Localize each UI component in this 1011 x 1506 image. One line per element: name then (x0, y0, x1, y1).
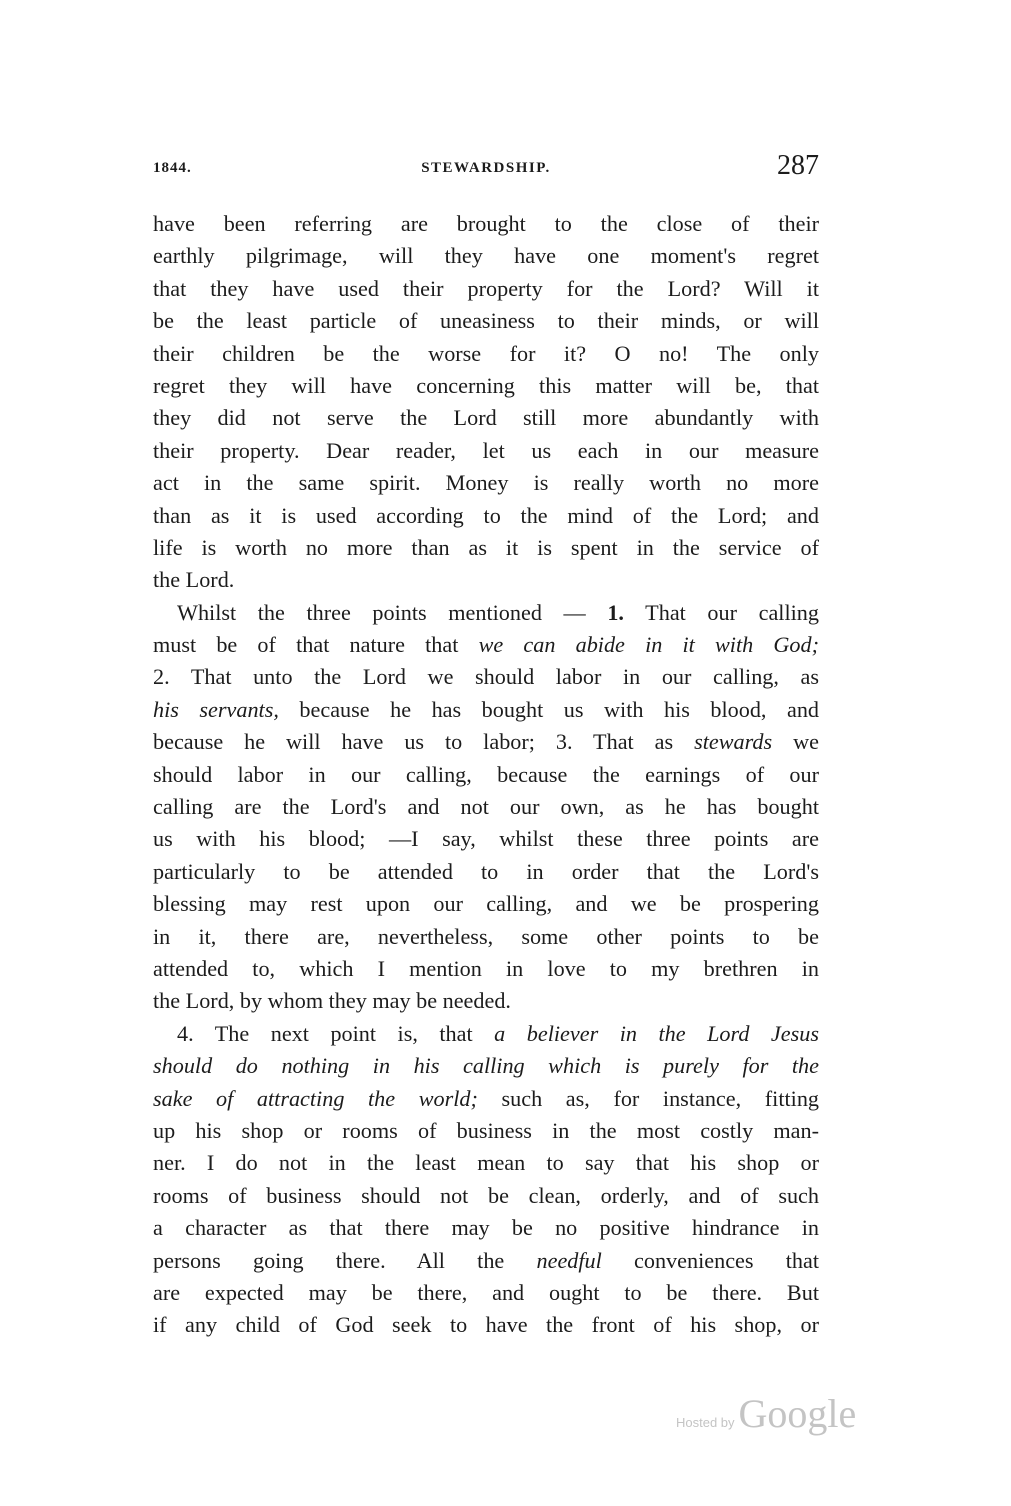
text-line: that they have used their property for the Lord? Will it (153, 275, 819, 301)
text-run: must be of that nature that (153, 632, 479, 658)
text-line: should labor in our calling, because the earnings of our (153, 761, 819, 787)
text-line: are expected may be there, and ought to be there. But (153, 1279, 819, 1305)
hosted-by-google-watermark (676, 1390, 856, 1440)
text-run: Whilst the three points mentioned — (177, 599, 608, 625)
italic-run: a believer in the Lord Jesus (494, 1020, 819, 1046)
text-line (153, 597, 819, 629)
page-number: 287 (777, 150, 819, 181)
text-run: 4. The next point is, that (177, 1020, 495, 1046)
text-run: That our calling (623, 599, 819, 625)
text-run: such as, for instance, fitting (477, 1085, 820, 1111)
text-line: attended to, which I mention in love to my brethren in (153, 955, 819, 981)
header-title: STEWARDSHIP. (421, 160, 551, 176)
text-line: a character as that there may be no positive hindrance in (153, 1215, 819, 1241)
text-line: particularly to be attended to in order that the Lord's (153, 858, 819, 884)
text-line: 2. That unto the Lord we should labor in our calling, as (153, 664, 819, 690)
text-line: they did not serve the Lord still more abundantly with (153, 405, 819, 431)
running-head (153, 150, 819, 184)
text-line: earthly pilgrimage, will they have one moment's regret (153, 243, 819, 269)
header-year: 1844. (153, 160, 192, 176)
watermark-hosted-label: Hosted by (676, 1415, 735, 1430)
text-line: be the least particle of uneasiness to their minds, or will (153, 308, 819, 334)
text-run: persons going there. All the (153, 1247, 537, 1273)
italic-run: sake of attracting the world; (153, 1085, 478, 1111)
text-line: than as it is used according to the mind of the Lord; and (153, 502, 819, 528)
text-line: the Lord, by whom they may be needed. (153, 988, 511, 1014)
text-run: conveniences that (601, 1247, 820, 1273)
text-line (153, 1083, 819, 1115)
text-line (153, 694, 819, 726)
text-run: we (772, 729, 819, 755)
text-line (153, 1245, 819, 1277)
body-text (153, 208, 819, 1342)
text-line: the Lord. (153, 567, 235, 593)
text-line: rooms of business should not be clean, orderly, and of such (153, 1182, 819, 1208)
text-line: their property. Dear reader, let us each in our measure (153, 437, 819, 463)
text-line: life is worth no more than as it is spent in the service of (153, 534, 819, 560)
text-line: us with his blood; —I say, whilst these three points are (153, 826, 819, 852)
text-line: have been referring are brought to the close of their (153, 211, 819, 236)
italic-run: stewards (694, 729, 773, 755)
text-line: blessing may rest upon our calling, and we be prospering (153, 891, 819, 917)
text-line: should do nothing in his calling which is purely for the (153, 1053, 819, 1079)
text-line: up his shop or rooms of business in the most costly man- (153, 1117, 819, 1143)
point-number: 1. (607, 599, 624, 625)
italic-run: his servants, (153, 696, 279, 722)
italic-run: needful (536, 1247, 602, 1273)
text-run: because he has bought us with his blood, and (278, 696, 820, 722)
text-line: calling are the Lord's and not our own, as he has bought (153, 794, 819, 820)
text-line: regret they will have concerning this matter will be, that (153, 372, 819, 398)
text-line: in it, there are, nevertheless, some other points to be (153, 923, 819, 949)
text-line: ner. I do not in the least mean to say that his shop or (153, 1150, 819, 1176)
italic-run: we can abide in it with God; (478, 632, 819, 658)
text-line: their children be the worse for it? O no! The only (153, 340, 819, 366)
text-line (153, 1018, 819, 1050)
google-logo: Google (738, 1391, 857, 1436)
text-line (153, 629, 819, 661)
text-line: act in the same spirit. Money is really worth no more (153, 470, 819, 496)
text-line: if any child of God seek to have the front of his shop, or (153, 1312, 819, 1338)
text-run: because he will have us to labor; 3. That as (153, 729, 695, 755)
text-line (153, 726, 819, 758)
